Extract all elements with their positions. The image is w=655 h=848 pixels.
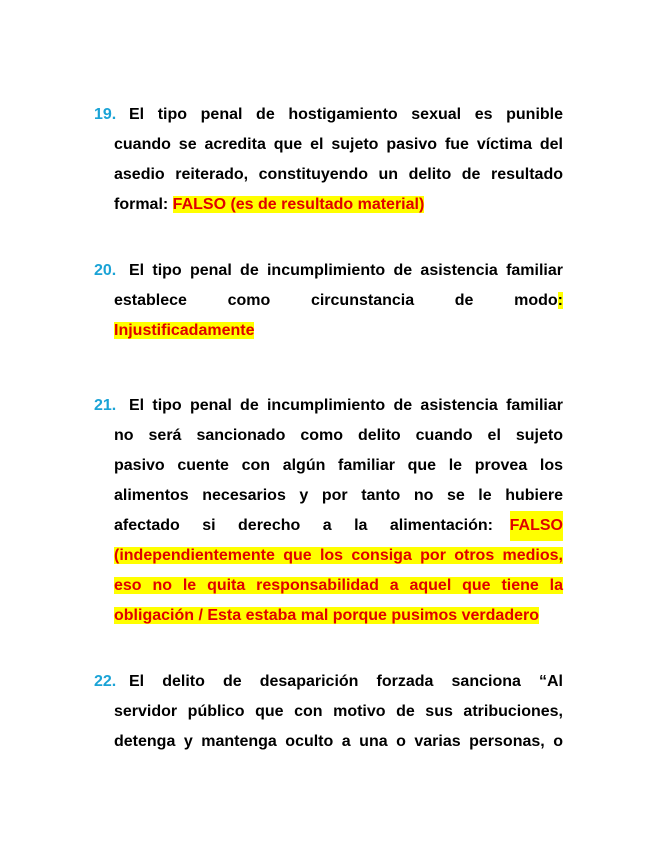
question-text: no será sancionado como delito cuando el sujeto xyxy=(114,427,563,444)
question-text: asedio reiterado, constituyendo un delito de resultado xyxy=(114,166,563,183)
question-number: 21. xyxy=(94,397,117,414)
question-line xyxy=(94,541,563,571)
answer-highlight: eso no le quita responsabilidad a aquel que tiene la xyxy=(114,577,563,594)
question-text: formal: xyxy=(114,196,173,213)
question-line xyxy=(94,391,563,421)
question-19 xyxy=(94,100,563,220)
question-line xyxy=(94,571,563,601)
question-word: modo xyxy=(514,292,558,309)
question-number: 19. xyxy=(94,106,117,123)
question-text: El delito de desaparición forzada sanciona “Al xyxy=(129,673,563,690)
question-21 xyxy=(94,391,563,631)
question-word: establece xyxy=(114,292,187,309)
colon-highlight: : xyxy=(557,292,563,309)
question-line xyxy=(94,100,563,130)
question-text: El tipo penal de incumplimiento de asistencia familiar xyxy=(129,262,563,279)
answer-highlight: FALSO (es de resultado material) xyxy=(172,196,425,213)
question-line xyxy=(94,316,563,346)
answer-highlight: (independientemente que los consiga por otros medios, xyxy=(114,547,563,564)
question-text: alimentos necesarios y por tanto no se le hubiere xyxy=(114,487,563,504)
question-text: afectado si derecho a la alimentación: xyxy=(114,517,493,534)
question-line xyxy=(94,286,563,316)
answer-highlight: Injustificadamente xyxy=(114,322,255,339)
question-word: como xyxy=(227,292,271,309)
question-line xyxy=(94,190,563,220)
answer-highlight: FALSO xyxy=(510,511,563,541)
question-line xyxy=(94,511,563,541)
question-text: cuando se acredita que el sujeto pasivo fue víctima del xyxy=(114,136,563,153)
question-text: detenga y mantenga oculto a una o varias personas, o xyxy=(114,733,563,750)
question-line xyxy=(94,601,563,631)
question-line xyxy=(94,667,563,697)
question-word-last xyxy=(514,286,563,316)
question-text: pasivo cuente con algún familiar que le provea los xyxy=(114,457,563,474)
question-20 xyxy=(94,256,563,346)
question-number: 20. xyxy=(94,262,117,279)
question-word: circunstancia xyxy=(310,292,415,309)
question-number: 22. xyxy=(94,673,117,690)
question-text: El tipo penal de hostigamiento sexual es punible xyxy=(129,106,563,123)
question-line xyxy=(94,256,563,286)
answer-highlight: obligación / Esta estaba mal porque pusimos verdadero xyxy=(114,607,539,624)
question-22 xyxy=(94,667,563,757)
question-word: de xyxy=(454,292,474,309)
question-text: El tipo penal de incumplimiento de asistencia familiar xyxy=(129,397,563,414)
question-text: servidor público que con motivo de sus atribuciones, xyxy=(114,703,563,720)
